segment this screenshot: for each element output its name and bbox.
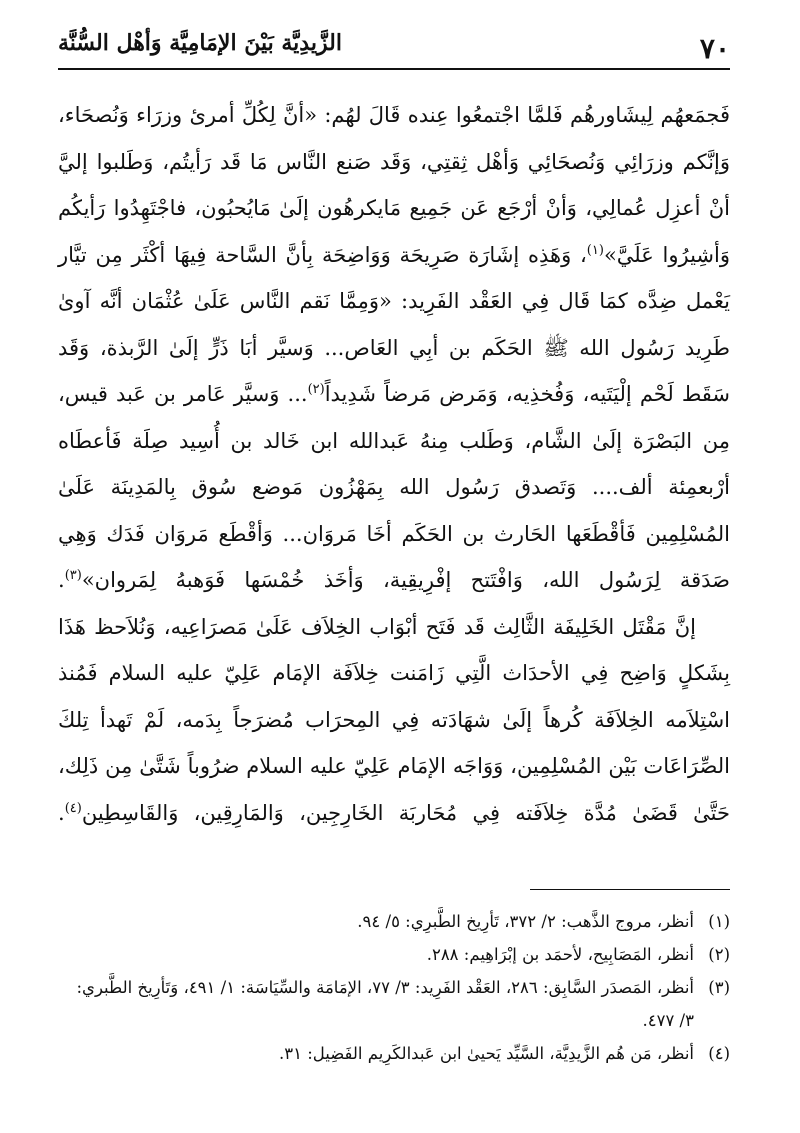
paragraph-1-continuation: ، وَهَذِه إشَارَة صَرِيحَة وَوَاضِحَة بِأنَّ السَّاحة فِيهَا أكْثَر مِن تيَّار يَعْمل ضِدَّه كمَا قَال فِي العَقْد الفَرِيد: «وَمِمَّا نَقم النَّاس عَلَىٰ عُثْمَان أنَّه آوىٰ طَرِيد رَسُول الله ﷺ الحَكَم بن أبِي العَاص... وَسيَّر أبَا ذَرٍّ إلَىٰ الرَّبذة، وَقَد سَقَط لَحْم إلْيَتَيه، وَفُخذِيه، وَمَرض مَرضاً شَدِيداً bbox=[58, 242, 730, 406]
footnote-text: أنظر، المَصَابِيح، لأحمَد بن إبْرَاهِيم: ٢٨٨. bbox=[426, 945, 694, 964]
footnote-ref-1: (١) bbox=[586, 242, 604, 258]
page-header bbox=[58, 24, 730, 70]
footnote-text: أنظر، مروج الذَّهب: ٢/ ٣٧٢، تَأرِيخ الطَّبرِي: ٥/ ٩٤. bbox=[357, 912, 694, 931]
footnote-number: (٤) bbox=[708, 1044, 730, 1063]
paragraph-2-text: إنَّ مَقْتَل الخَلِيفَة الثَّالِث قَد فَتَح أبْوَاب الخِلاَف عَلَىٰ مَصرَاعِيه، وَنُلاَحظ هَذَا بِشَكلٍ وَاضِح فِي الأحدَاث الَّتِي زَامَنت خِلاَفَة الإمَام عَلِيّ عليه السلام فَمُنذ اسْتِلاَمه الخِلاَفَة كُرهاً إلَىٰ شهَادَته فِي المِحرَاب مُضرَجاً بِدَمه، لَمْ تَهدأ تِلكَ الصِّرَاعَات بَيْن المُسْلِمِين، وَوَاجَه الإمَام عَلِيّ عليه السلام ضرُوباً شَتَّىٰ مِن ذَلِك، حَتَّىٰ قَضَىٰ مُدَّة خِلاَفَته فِي مُحَاربَة الخَارِجِين، وَالمَارِقِين، وَالقَاسِطِين bbox=[58, 614, 730, 825]
footnote-ref-2: (٢) bbox=[307, 382, 325, 397]
paragraph-1-continuation-2: ... وَسيَّر عَامر بن عَبد قيس، مِن البَصْرَة إلَىٰ الشَّام، وَطَلب مِنهُ عَبدالله ابن خَالد بن أُسِيد صِلَة فَأعطَاه أرْبعمِئة ألف.... وَتَصدق رَسُول الله بِمَهْزُون مَوضع سُوق بِالمَدِينَة عَلَىٰ المُسْلِمِين فَأقْطَعَها الحَارث بن الحَكَم أخَا مَروَان... وَأقْطَع مَروَان فَدَك وَهِي صَدَقة لِرَسُول الله، وَافْتَتح إفْرِيقِية، وَأخَذ خُمْسَها فَوَهبهُ لِمَروان» bbox=[58, 382, 730, 592]
footnote bbox=[58, 938, 730, 971]
footnote bbox=[58, 905, 730, 938]
footnote bbox=[58, 1037, 730, 1070]
footnote-ref-4: (٤) bbox=[64, 800, 82, 816]
footnotes bbox=[58, 905, 730, 1070]
footnote-text: أنظر، مَن هُم الزَّيدِيَّة، السَّيِّد يَحيىٰ ابن عَبدالكَرِيم الفَضِيل: ٣١. bbox=[278, 1044, 694, 1063]
paragraph-1-end: . bbox=[58, 568, 65, 592]
footnote-number: (٢) bbox=[708, 945, 730, 964]
running-title: الزَّيدِيَّة بَيْنَ الإمَامِيَّة وَأهْل السُّنَّة bbox=[58, 30, 342, 56]
footnote-number: (٣) bbox=[708, 978, 730, 997]
paragraph-1-text: فَجمَعهُم لِيشَاورهُم فَلمَّا اجْتمعُوا عِنده قَالَ لهُم: «أنَّ لِكُلِّ أمرئ وزرَاء وَنُصحَاء، وَإنَّكم وزرَائِي وَنُصحَائِي وَأهْل ثِقتِي، وَقَد صَنع النَّاس مَا قَد رَأيتُم، وَطَلبوا إليَّ أنْ أعزِل عُمالِي، وَأنْ أرْجَع عَن جَمِيع مَايكرهُون إلَىٰ مَايُحبُون، فاجْتَهِدُوا رَأيكُم وَأشِيرُوا عَلَيَّ» bbox=[58, 103, 730, 267]
paragraph-1 bbox=[58, 92, 730, 604]
footnote-number: (١) bbox=[708, 912, 730, 931]
paragraph-2 bbox=[58, 604, 730, 837]
footnote bbox=[58, 971, 730, 1037]
main-text bbox=[58, 92, 730, 836]
footnote-ref-3: (٣) bbox=[64, 568, 82, 583]
paragraph-2-end: . bbox=[58, 800, 65, 825]
footnote-text: أنظر، المَصدَر السَّابِق: ٢٨٦، العَقْد الفَرِيد: ٣/ ٧٧، الإمَامَة والسِّيَاسَة: ١/ ٤٩١، وَتَأرِيخ الطَّبري: ٣/ ٤٧٧. bbox=[76, 978, 694, 1030]
footnote-divider bbox=[530, 889, 730, 890]
page-number: ٧٠ bbox=[699, 32, 730, 65]
